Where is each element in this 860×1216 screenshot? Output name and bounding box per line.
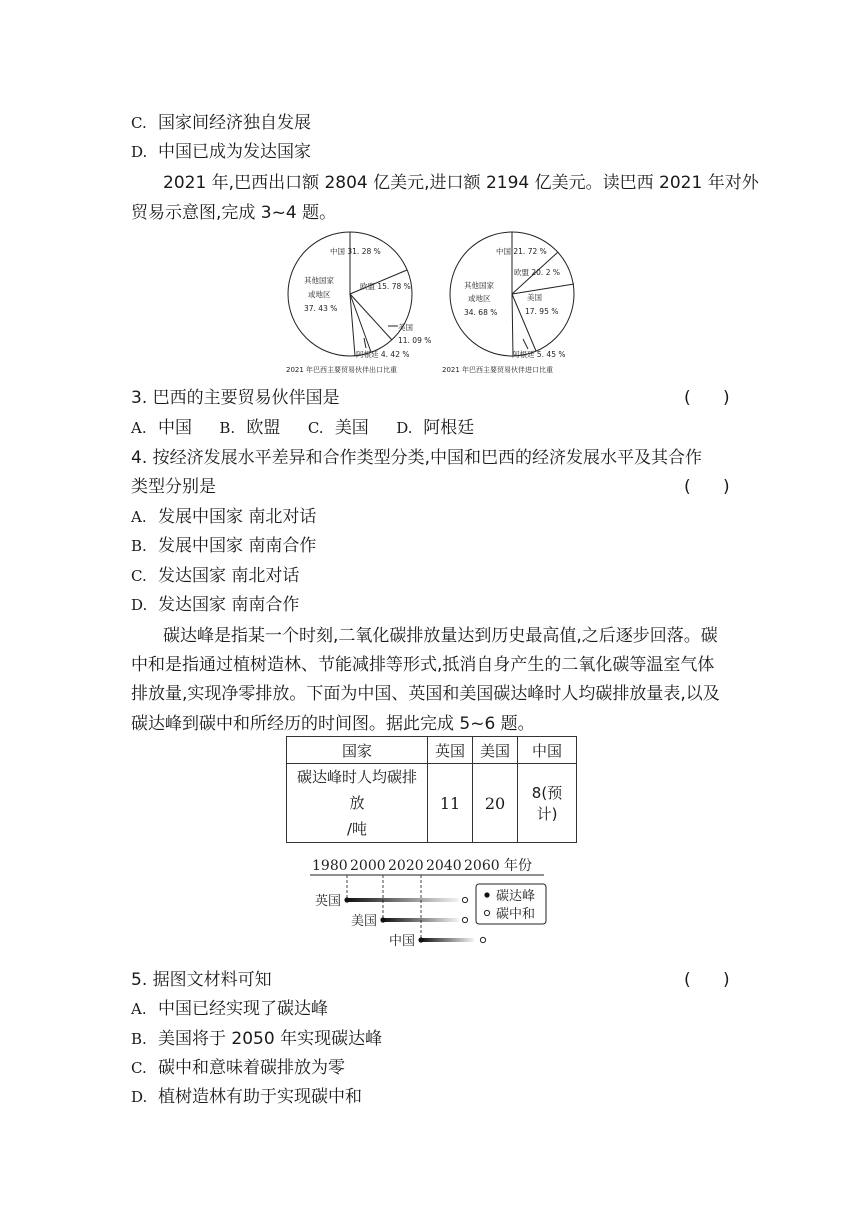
legend-neutral-dot: [484, 910, 489, 915]
q3-options: A. 中国 B. 欧盟 C. 美国 D. 阿根廷: [131, 418, 475, 438]
export-slice-divider: [350, 294, 371, 352]
export-label-usa: 11. 09 %: [398, 336, 432, 345]
table-header: 中国: [518, 737, 577, 764]
table-cell: 11: [428, 764, 473, 843]
export-label-other: 其他国家: [304, 276, 334, 285]
timeline-tick: 2020: [388, 858, 424, 874]
table-row: [287, 764, 577, 843]
q5-option-a: A. 中国已经实现了碳达峰: [131, 999, 328, 1019]
import-slice-divider: [512, 294, 513, 356]
legend-neutral-label: 碳中和: [496, 907, 536, 922]
table-row-label: 碳达峰时人均碳排放 /吨: [287, 764, 428, 843]
export-label-usa: 美国: [398, 323, 413, 332]
q4-stem-line1: 4. 按经济发展水平差异和合作类型分类,中国和巴西的经济发展水平及其合作: [131, 448, 703, 468]
q4-option-d: D. 发达国家 南南合作: [131, 595, 300, 615]
q5-option-b: B. 美国将于 2050 年实现碳达峰: [131, 1029, 383, 1049]
trade-pie-charts: [280, 226, 580, 376]
table-header: 英国: [428, 737, 473, 764]
uk-bar: [347, 898, 459, 902]
timeline-tick: 2000: [350, 858, 386, 874]
china-peak-dot: [418, 937, 423, 942]
timeline-tick: 2060: [464, 858, 500, 874]
import-argentina-leader: [523, 339, 528, 349]
export-label-china: 中国 31. 28 %: [330, 247, 381, 256]
import-label-other: 或地区: [468, 294, 491, 303]
q3-answer-paren: ( ): [684, 388, 730, 408]
table-cell: 20: [473, 764, 518, 843]
carbon-timeline-chart: [300, 850, 560, 958]
q5-stem: 5. 据图文材料可知: [131, 970, 272, 990]
timeline-tick: 1980: [312, 858, 348, 874]
q4-option-a: A. 发展中国家 南北对话: [131, 507, 317, 527]
timeline-axis-label: 年份: [504, 858, 532, 874]
intro2-line4: 碳达峰到碳中和所经历的时间图。据此完成 5~6 题。: [131, 714, 535, 734]
usa-bar: [383, 918, 459, 922]
q2-option-d: D. 中国已成为发达国家: [131, 142, 311, 162]
intro2-line1: 碳达峰是指某一个时刻,二氧化碳排放量达到历史最高值,之后逐步回落。碳: [163, 626, 718, 646]
uk-neutral-dot: [462, 897, 467, 902]
export-slice-divider: [350, 294, 355, 356]
q4-option-b: B. 发展中国家 南南合作: [131, 536, 317, 556]
q2-option-c: C. 国家间经济独自发展: [131, 113, 311, 133]
q5-option-d: D. 植树造林有助于实现碳中和: [131, 1087, 362, 1107]
q5-option-c: C. 碳中和意味着碳排放为零: [131, 1058, 345, 1078]
export-argentina-leader: [364, 338, 366, 348]
usa-neutral-dot: [462, 917, 467, 922]
import-pie-caption: 2021 年巴西主要贸易伙伴进口比重: [442, 366, 554, 374]
q4-option-c: C. 发达国家 南北对话: [131, 566, 300, 586]
export-label-other: 或地区: [308, 290, 331, 299]
intro1-line1: 2021 年,巴西出口额 2804 亿美元,进口额 2194 亿美元。读巴西 2021 年对外: [163, 173, 759, 193]
timeline-row-china: 中国: [389, 934, 416, 949]
q4-stem-line2: 类型分别是: [131, 477, 216, 497]
china-neutral-dot: [480, 937, 485, 942]
export-label-argentina: 阿根廷 4. 42 %: [356, 350, 410, 359]
import-label-usa: 17. 95 %: [525, 307, 559, 316]
timeline-row-usa: 美国: [351, 914, 378, 929]
import-label-usa: 美国: [527, 293, 542, 302]
import-slice-divider: [512, 294, 536, 351]
export-label-other: 37. 43 %: [304, 304, 338, 313]
intro2-line3: 排放量,实现净零排放。下面为中国、英国和美国碳达峰时人均碳排放量表,以及: [131, 684, 720, 704]
import-label-china: 中国 21. 72 %: [496, 247, 547, 256]
usa-peak-dot: [380, 917, 385, 922]
import-label-argentina: 阿根廷 5. 45 %: [512, 350, 566, 359]
import-label-eu: 欧盟 20. 2 %: [514, 268, 560, 277]
china-bar: [421, 938, 474, 942]
intro2-line2: 中和是指通过植树造林、节能减排等形式,抵消自身产生的二氧化碳等温室气体: [131, 655, 715, 675]
carbon-peak-table: [286, 736, 577, 843]
table-header-row: [287, 737, 577, 764]
q4-answer-paren: ( ): [684, 477, 730, 497]
timeline-tick: 2040: [426, 858, 462, 874]
table-cell: 8(预计): [518, 764, 577, 843]
table-header: 国家: [287, 737, 428, 764]
export-label-eu: 欧盟 15. 78 %: [360, 282, 411, 291]
table-header: 美国: [473, 737, 518, 764]
legend-peak-label: 碳达峰: [496, 889, 536, 904]
export-pie-caption: 2021 年巴西主要贸易伙伴出口比重: [286, 366, 398, 374]
intro1-line2: 贸易示意图,完成 3~4 题。: [131, 203, 337, 223]
legend-peak-dot: [484, 892, 489, 897]
import-label-other: 34. 68 %: [464, 308, 498, 317]
uk-peak-dot: [344, 897, 349, 902]
q3-stem: 3. 巴西的主要贸易伙伴国是: [131, 388, 340, 408]
q5-answer-paren: ( ): [684, 970, 730, 990]
timeline-row-uk: 英国: [315, 894, 342, 909]
import-label-other: 其他国家: [464, 281, 494, 290]
export-slice-divider: [350, 294, 392, 340]
